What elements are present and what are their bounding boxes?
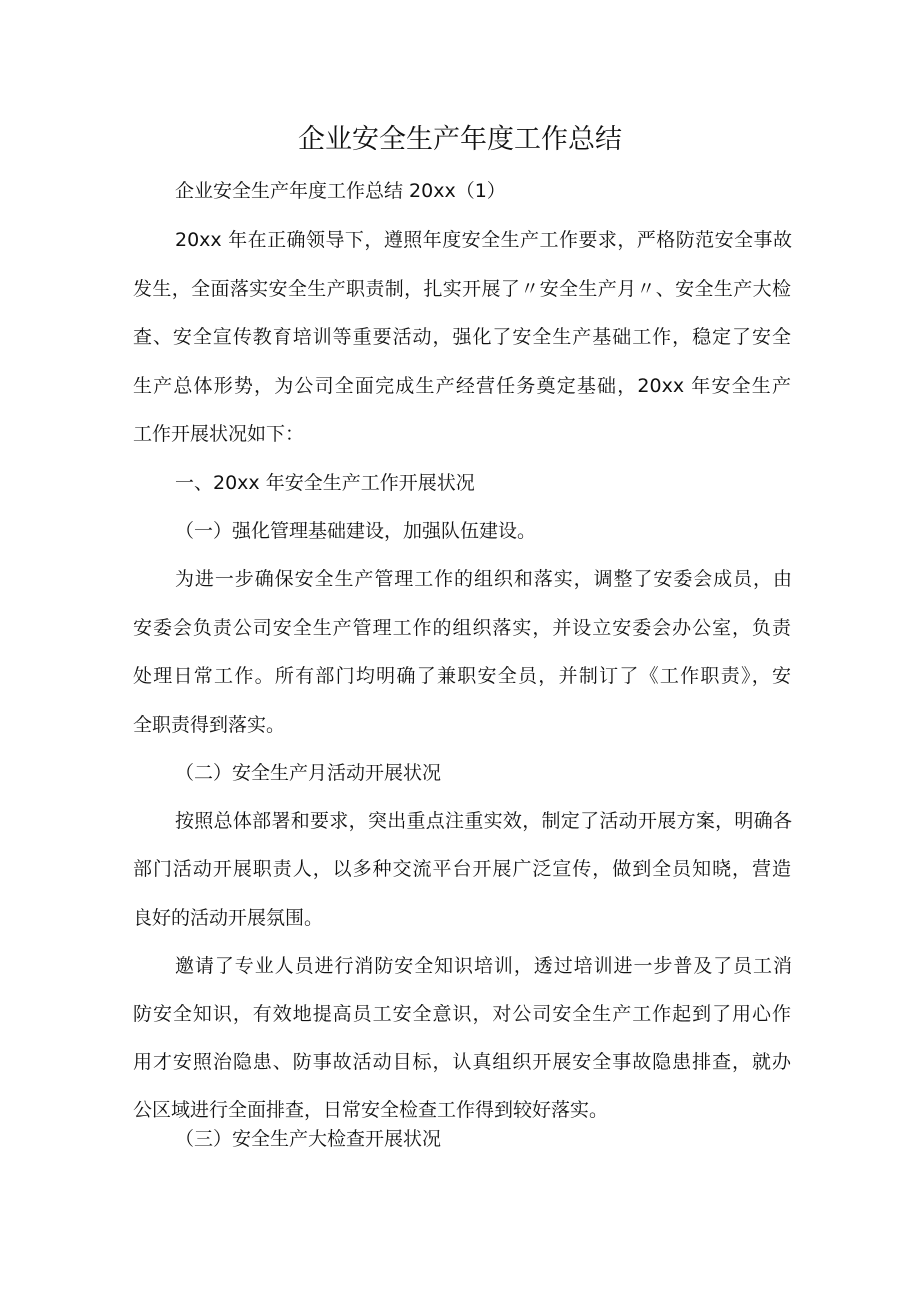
- subsection-heading: （三）安全生产大检查开展状况: [175, 1128, 442, 1150]
- text-line: 部门活动开展职责人，以多种交流平台开展广泛宣传，做到全员知晓，营造: [133, 858, 791, 880]
- text-line: 防安全知识，有效地提高员工安全意识，对公司安全生产工作起到了用心作: [133, 1003, 791, 1025]
- subsection-heading: （一）强化管理基础建设，加强队伍建设。: [175, 520, 537, 542]
- text-line: 安委会负责公司安全生产管理工作的组织落实，并设立安委会办公室，负责: [133, 617, 791, 639]
- text-line: 用才安照治隐患、防事故活动目标，认真组织开展安全事故隐患排查，就办: [133, 1051, 791, 1073]
- text-line: 查、安全宣传教育培训等重要活动，强化了安全生产基础工作，稳定了安全: [133, 326, 791, 348]
- section-heading: 一、20xx 年安全生产工作开展状况: [175, 472, 475, 494]
- text-line: 发生，全面落实安全生产职责制，扎实开展了〃安全生产月〃、安全生产大检: [133, 278, 791, 300]
- text-line: 工作开展状况如下：: [133, 423, 305, 445]
- subtitle-line: 企业安全生产年度工作总结 20xx（1）: [175, 180, 506, 202]
- text-line: 全职责得到落实。: [133, 714, 286, 736]
- text-line: 生产总体形势，为公司全面完成生产经营任务奠定基础，20xx 年安全生产: [133, 375, 791, 397]
- text-line: 20xx 年在正确领导下，遵照年度安全生产工作要求，严格防范安全事故: [175, 229, 792, 251]
- document-title: 企业安全生产年度工作总结: [298, 124, 622, 155]
- text-line: 良好的活动开展氛围。: [133, 907, 324, 929]
- text-line: 邀请了专业人员进行消防安全知识培训，透过培训进一步普及了员工消: [175, 955, 792, 977]
- text-line: 按照总体部署和要求，突出重点注重实效，制定了活动开展方案，明确各: [175, 810, 792, 832]
- text-line: 为进一步确保安全生产管理工作的组织和落实，调整了安委会成员，由: [175, 568, 792, 590]
- text-line: 处理日常工作。所有部门均明确了兼职安全员，并制订了《工作职责》，安: [133, 665, 791, 687]
- subsection-heading: （二）安全生产月活动开展状况: [175, 762, 442, 784]
- text-line: 公区域进行全面排查，日常安全检查工作得到较好落实。: [133, 1099, 609, 1121]
